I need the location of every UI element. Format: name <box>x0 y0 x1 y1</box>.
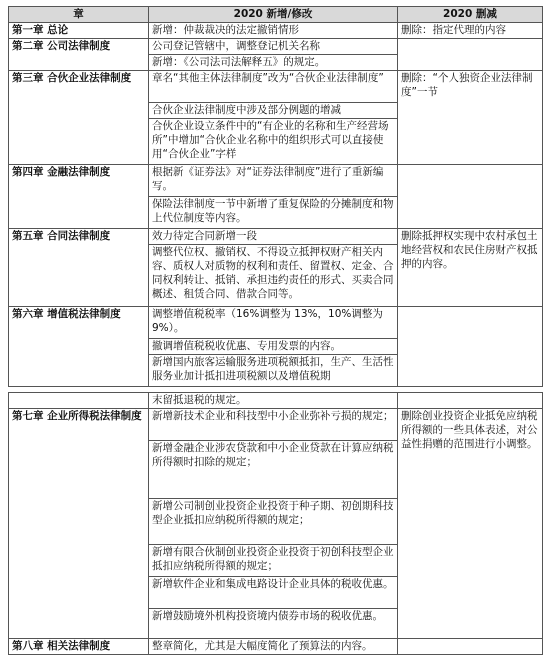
header-deletions: 2020 删减 <box>398 7 543 23</box>
table-row <box>9 39 543 55</box>
changes-table-part1 <box>8 6 543 387</box>
chapter-cell <box>9 393 149 409</box>
deletion-cell: 删除抵押权实现中农村承包土地经营权和农民住房财产权抵押的内容。 <box>398 229 543 307</box>
change-cell: 新增软件企业和集成电路设计企业具体的税收优惠。 <box>149 577 398 609</box>
change-cell: 整章简化，尤其是大幅度简化了预算法的内容。 <box>149 639 398 655</box>
header-chapter: 章 <box>9 7 149 23</box>
deletion-cell: 删除创业投资企业抵免应纳税所得额的一些具体表述，对公益性捐赠的范围进行小调整。 <box>398 409 543 639</box>
change-cell: 新增：《公司法司法解释五》的规定。 <box>149 55 398 71</box>
table-row <box>9 393 543 409</box>
deletion-cell <box>398 639 543 655</box>
chapter-cell: 第七章 企业所得税法律制度 <box>9 409 149 639</box>
change-cell: 章名“其他主体法律制度”改为“合伙企业法律制度” <box>149 71 398 103</box>
change-cell: 效力待定合同新增一段 <box>149 229 398 245</box>
table-row <box>9 639 543 655</box>
change-cell: 公司登记管辖中，调整登记机关名称 <box>149 39 398 55</box>
deletion-cell <box>398 307 543 387</box>
table-row <box>9 229 543 245</box>
change-cell: 新增公司制创业投资企业投资于种子期、初创期科技型企业抵扣应纳税所得额的规定； <box>149 499 398 545</box>
change-cell: 调整代位权、撤销权、不得设立抵押权财产相关内容、质权人对质物的权利和责任、留置权、定金、合同权利转让、抵销、承担违约责任的形式、买卖合同概述、租赁合同、借款合同等。 <box>149 245 398 307</box>
chapter-cell: 第三章 合伙企业法律制度 <box>9 71 149 165</box>
changes-table-part2 <box>8 392 543 655</box>
chapter-cell: 第六章 增值税法律制度 <box>9 307 149 387</box>
change-cell: 新增鼓励境外机构投资境内债券市场的税收优惠。 <box>149 609 398 639</box>
deletion-cell <box>398 39 543 71</box>
change-cell: 保险法律制度一节中新增了重复保险的分摊制度和物上代位制度等内容。 <box>149 197 398 229</box>
change-cell: 根据新《证券法》对“证券法律制度”进行了重新编写。 <box>149 165 398 197</box>
change-cell: 调整增值税税率（16%调整为 13%，10%调整为 9%）。 <box>149 307 398 339</box>
table-header-row <box>9 7 543 23</box>
change-cell: 新增国内旅客运输服务进项税额抵扣，生产、生活性服务业加计抵扣进项税额以及增值税期 <box>149 355 398 387</box>
change-cell: 新增新技术企业和科技型中小企业弥补亏损的规定； <box>149 409 398 441</box>
deletion-cell <box>398 393 543 409</box>
change-cell: 合伙企业法律制度中涉及部分例题的增减 <box>149 103 398 119</box>
change-cell: 合伙企业设立条件中的“有企业的名称和生产经营场所”中增加“合伙企业名称中的组织形式可以直接使用“合伙企业”字样 <box>149 119 398 165</box>
header-additions: 2020 新增/修改 <box>149 7 398 23</box>
change-cell: 新增：仲裁裁决的法定撤销情形 <box>149 23 398 39</box>
chapter-cell: 第八章 相关法律制度 <box>9 639 149 655</box>
table-row <box>9 165 543 197</box>
chapter-cell: 第一章 总论 <box>9 23 149 39</box>
chapter-cell: 第四章 金融法律制度 <box>9 165 149 229</box>
deletion-cell <box>398 165 543 229</box>
change-cell: 撤调增值税税收优惠、专用发票的内容。 <box>149 339 398 355</box>
deletion-cell: 删除：指定代理的内容 <box>398 23 543 39</box>
change-cell: 新增金融企业涉农贷款和中小企业贷款在计算应纳税所得额时扣除的规定； <box>149 441 398 499</box>
table-row <box>9 71 543 103</box>
change-cell: 新增有限合伙制创业投资企业投资于初创科技型企业抵扣应纳税所得额的规定； <box>149 545 398 577</box>
table-row <box>9 409 543 441</box>
deletion-cell: 删除：“个人独资企业法律制度”一节 <box>398 71 543 165</box>
table-row <box>9 23 543 39</box>
chapter-cell: 第二章 公司法律制度 <box>9 39 149 71</box>
change-cell: 末留抵退税的规定。 <box>149 393 398 409</box>
table-row <box>9 307 543 339</box>
chapter-cell: 第五章 合同法律制度 <box>9 229 149 307</box>
